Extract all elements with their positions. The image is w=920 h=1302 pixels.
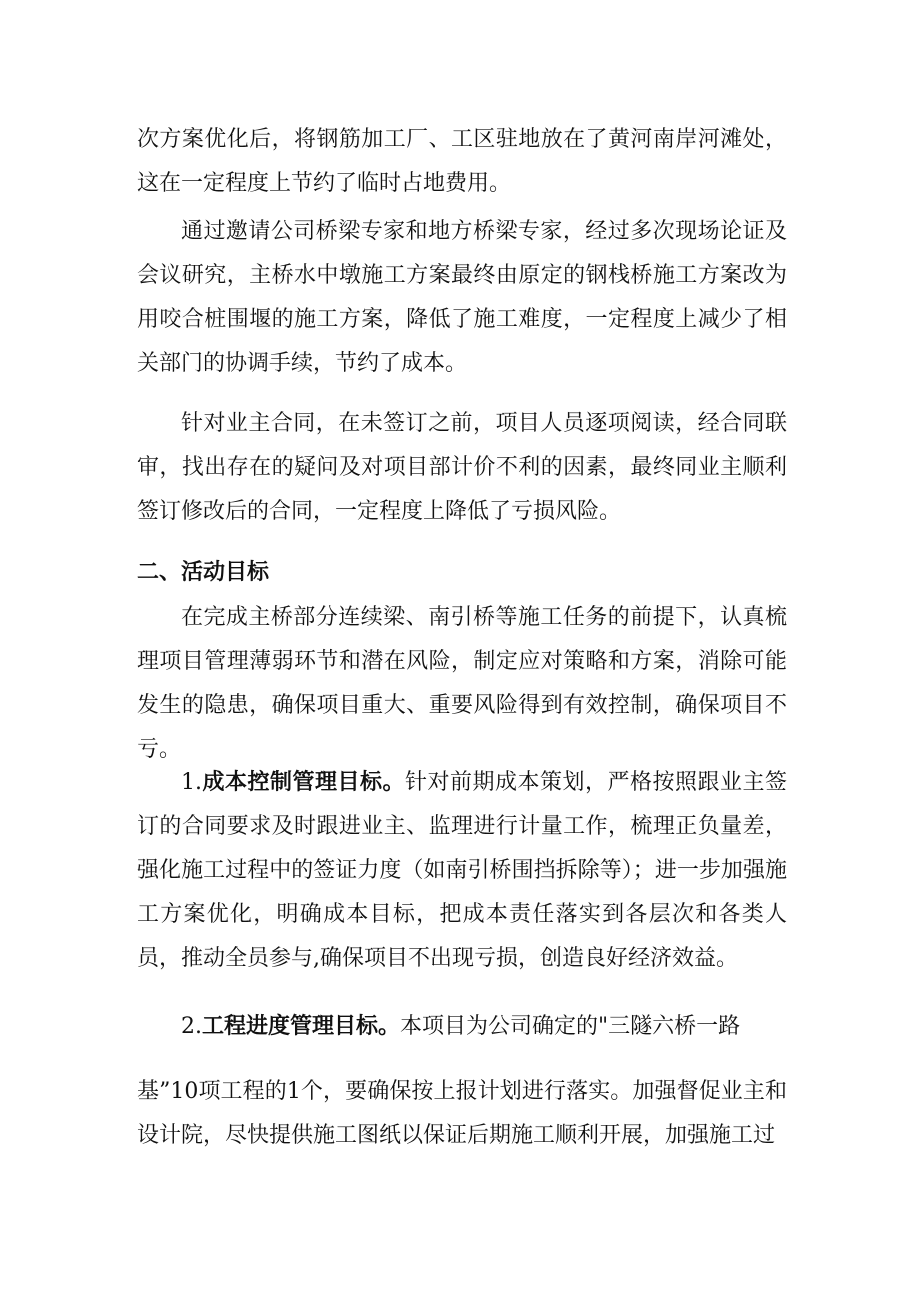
list-item-1-body: 针对前期成本策划，严格按照跟业主签订的合同要求及时跟进业主、监理进行计量工作，梳理正负量差，强化施工过程中的签证力度（如南引桥围挡拆除等）；进一步加强施工方案优化，明确成本目标，把成本责任落实到各层次和各类人员，推动全员参与,确保项目不出现亏损，创造良好经济效益。 [137,770,787,971]
list-item-1 [137,760,787,981]
list-item-2-body-line-1: 本项目为公司确定的"三隧六桥一路 [400,1014,741,1039]
list-item-1-number: 1. [181,770,202,795]
list-item-1-title: 成本控制管理目标。 [202,769,405,795]
paragraph-4: 在完成主桥部分连续梁、南引桥等施工任务的前提下，认真梳理项目管理薄弱环节和潜在风险，制定应对策略和方案，消除可能发生的隐患，确保项目重大、重要风险得到有效控制，确保项目不亏。 [137,605,787,762]
paragraph-3: 针对业主合同，在未签订之前，项目人员逐项阅读，经合同联审，找出存在的疑问及对项目部计价不利的因素，最终同业主顺利签订修改后的合同，一定程度上降低了亏损风险。 [137,411,787,524]
list-item-2-first-line [137,1004,787,1049]
paragraph-2: 通过邀请公司桥梁专家和地方桥梁专家，经过多次现场论证及会议研究，主桥水中墩施工方案最终由原定的钢栈桥施工方案改为用咬合桩围堰的施工方案，降低了施工难度，一定程度上减少了相关部门的协调手续，节约了成本。 [137,219,787,376]
paragraph-1: 次方案优化后，将钢筋加工厂、工区驻地放在了黄河南岸河滩处，这在一定程度上节约了临时占地费用。 [137,127,787,196]
section-heading: 二、活动目标 [137,559,270,585]
list-item-2-number: 2. [181,1014,202,1039]
list-item-2-title: 工程进度管理目标。 [202,1013,401,1039]
list-item-2-continuation: 基”10项工程的1个，要确保按上报计划进行落实。加强督促业主和设计院，尽快提供施工图纸以保证后期施工顺利开展，加强施工过 [137,1079,787,1148]
